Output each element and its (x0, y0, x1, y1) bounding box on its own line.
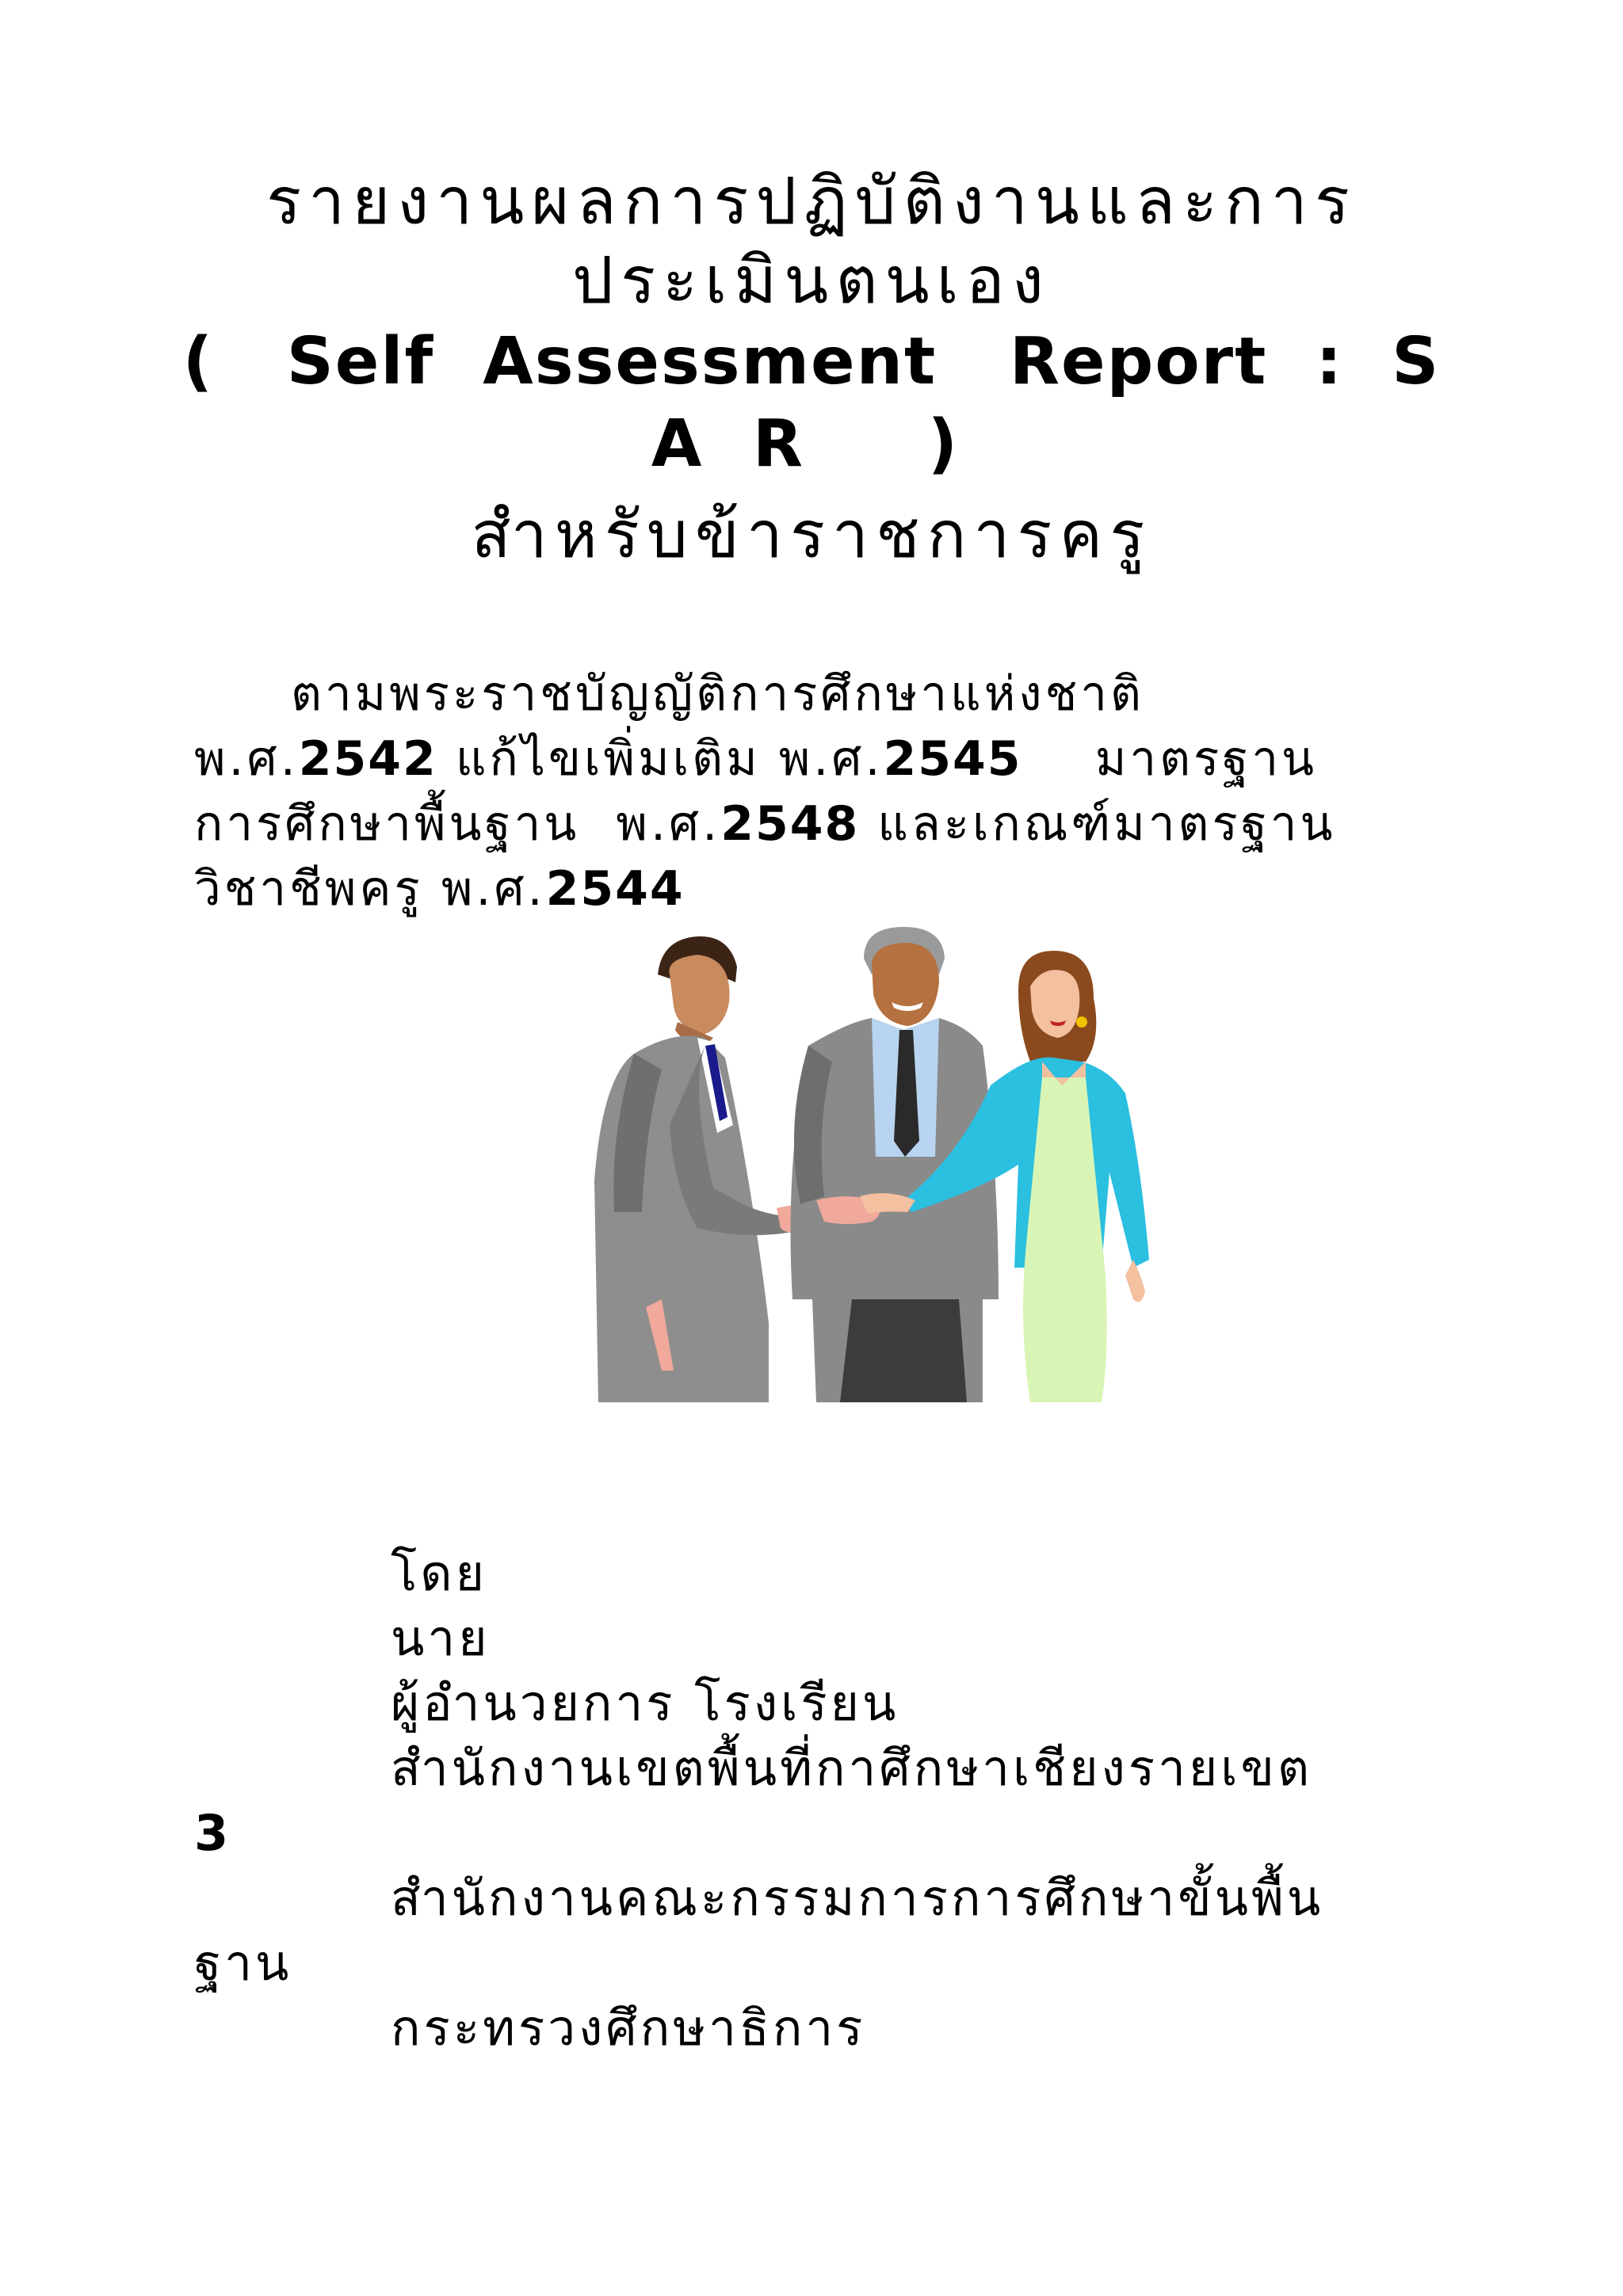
commission-label: สำนักงานคณะกรรมการการศึกษาขั้นพื้น (391, 1869, 1324, 1927)
title-english: ( Self Assessment Report : S (182, 324, 1441, 399)
intro-text: มาตรฐาน (1022, 731, 1318, 787)
commission-label-end: ฐาน (194, 1934, 292, 1992)
office-number: 3 (194, 1804, 232, 1862)
title-line-1: รายงานผลการปฏิบัติงานและการ (266, 164, 1357, 239)
author-block (194, 1541, 1462, 2061)
ministry-label: กระทรวงศึกษาธิการ (391, 1999, 866, 2057)
intro-line-1: ตามพระราชบัญญัติการศึกษาแห่งชาติ (291, 666, 1144, 722)
intro-year: 2548 (720, 796, 860, 852)
name-label: นาย (391, 1609, 491, 1667)
office-label: สำนักงานเขตพื้นที่กาศึกษาเชียงรายเขต (391, 1739, 1313, 1797)
intro-text: วิชาชีพครู พ.ศ. (194, 861, 546, 917)
intro-line-2 (194, 727, 1454, 791)
intro-text: แก้ไขเพิ่มเติม พ.ศ. (437, 731, 884, 787)
left-man-figure (594, 936, 824, 1402)
intro-year: 2545 (883, 731, 1022, 787)
position-label: ผู้อำนวยการ โรงเรียน (391, 1674, 899, 1732)
intro-year: 2542 (298, 731, 437, 787)
title-line-2: ประเมินตนเอง (572, 243, 1051, 318)
report-title (182, 162, 1441, 579)
intro-text: การศึกษาพื้นฐาน พ.ศ. (194, 796, 721, 852)
intro-paragraph (194, 662, 1454, 921)
handshake-clipart-icon (586, 927, 1157, 1410)
title-subtitle: สำหรับข้าราชการครู (471, 498, 1152, 573)
by-label: โดย (391, 1544, 487, 1602)
intro-text: พ.ศ. (194, 731, 299, 787)
intro-text: และเกณฑ์มาตรฐาน (859, 796, 1336, 852)
intro-line-4 (194, 856, 1454, 921)
intro-line-3 (194, 791, 1454, 856)
title-abbreviation: A R ) (651, 406, 972, 482)
intro-year: 2544 (545, 861, 685, 917)
